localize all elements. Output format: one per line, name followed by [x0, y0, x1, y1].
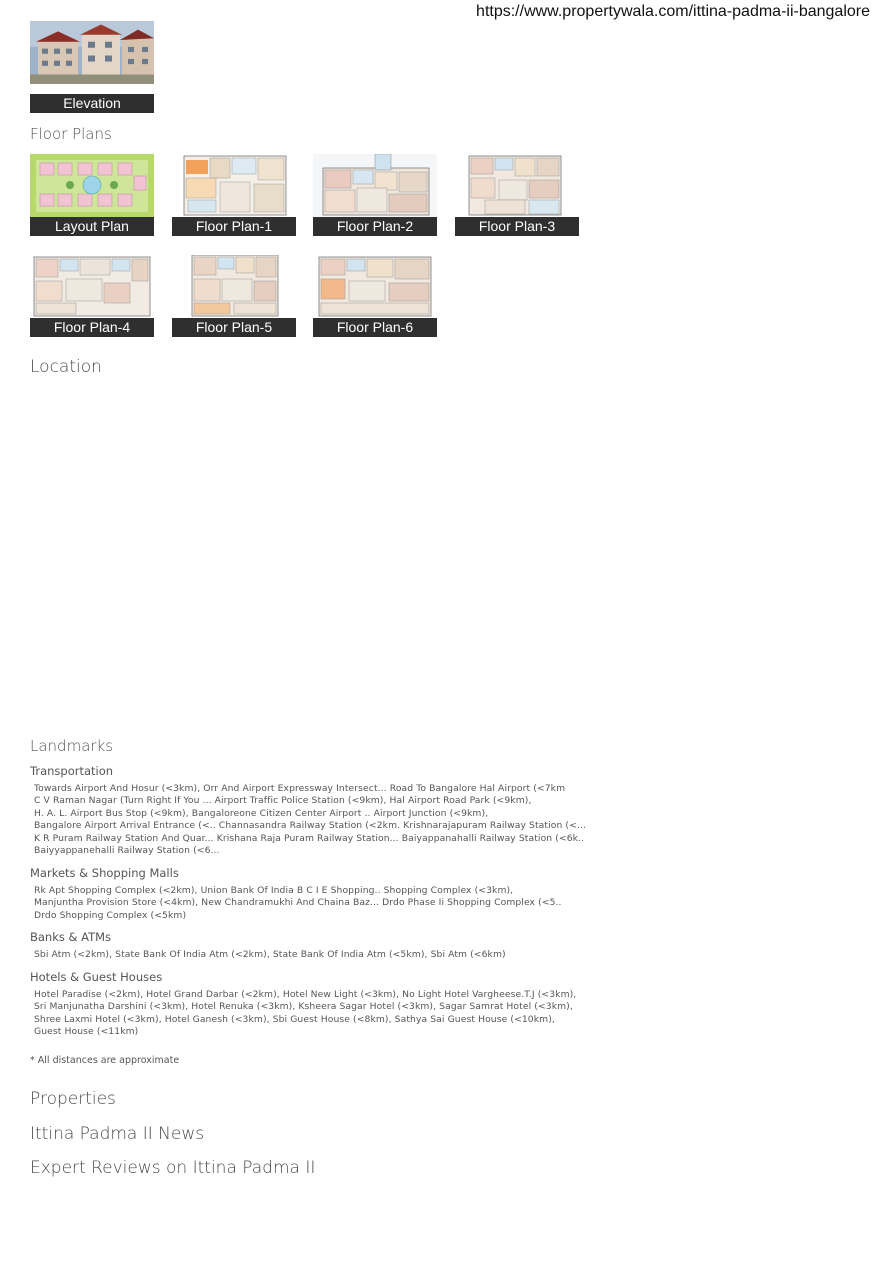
list-line: K R Puram Railway Station And Quar... Krishana Raja Puram Railway Station... Baiyappanahalli Railway Station (<6k..: [34, 832, 585, 844]
floor-plan-3-image: [455, 154, 579, 217]
transportation-list: [34, 783, 586, 857]
floor-plan-6-thumbnail[interactable]: [313, 255, 437, 337]
floor-plan-5-caption: Floor Plan-5: [172, 318, 296, 337]
layout-plan-image: [30, 154, 154, 217]
list-line: Sbi Atm (<2km), State Bank Of India Atm (<2km), State Bank Of India Atm (<5km), Sbi Atm (<6km): [34, 949, 506, 960]
news-heading: Ittina Padma II News: [30, 1124, 205, 1144]
properties-heading: Properties: [30, 1089, 116, 1109]
markets-heading: Markets & Shopping Malls: [30, 866, 179, 880]
floor-plan-1-caption: Floor Plan-1: [172, 217, 296, 236]
floor-plan-5-image: [172, 255, 296, 318]
list-line: Hotel Paradise (<2km), Hotel Grand Darbar (<2km), Hotel New Light (<3km), No Light Hotel Vargheese.T.J (<3km),: [34, 989, 577, 1000]
layout-plan-caption: Layout Plan: [30, 217, 154, 236]
distance-note: * All distances are approximate: [30, 1055, 180, 1066]
elevation-caption: Elevation: [30, 94, 154, 113]
markets-list: [34, 885, 562, 922]
hotels-heading: Hotels & Guest Houses: [30, 970, 163, 984]
floor-plan-1-image: [172, 154, 296, 217]
list-line: Towards Airport And Hosur (<3km), Orr And Airport Expressway Intersect... Road To Bangalore Hal Airport (<7km: [34, 783, 566, 794]
transportation-heading: Transportation: [30, 764, 114, 778]
list-line: C V Raman Nagar (Turn Right If You ... Airport Traffic Police Station (<9km), Hal Airport Road Park (<9km),: [34, 795, 532, 807]
list-line: Drdo Shopping Complex (<5km): [34, 909, 187, 921]
location-heading: Location: [30, 357, 102, 377]
banks-list: [34, 949, 506, 961]
banks-heading: Banks & ATMs: [30, 930, 112, 944]
elevation-photo: [30, 21, 154, 84]
layout-plan-thumbnail[interactable]: [30, 154, 154, 236]
floor-plan-3-thumbnail[interactable]: [455, 154, 579, 236]
list-line: Shree Laxmi Hotel (<3km), Hotel Ganesh (<3km), Sbi Guest House (<8km), Sathya Sai Guest House (<10km),: [34, 1013, 555, 1025]
hotels-list: [34, 989, 576, 1039]
list-line: Bangalore Airport Arrival Entrance (<.. Channasandra Railway Station (<2km. Krishnarajapuram Railway Station (<...: [34, 820, 586, 832]
floor-plan-6-image: [313, 255, 437, 318]
floor-plan-4-image: [30, 255, 154, 318]
floor-plan-4-thumbnail[interactable]: [30, 255, 154, 337]
location-map-area[interactable]: [30, 385, 590, 725]
floor-plans-heading: Floor Plans: [30, 125, 112, 143]
floor-plan-2-image: [313, 154, 437, 217]
floor-plan-4-caption: Floor Plan-4: [30, 318, 154, 337]
floor-plan-1-thumbnail[interactable]: [172, 154, 296, 236]
list-line: Sri Manjunatha Darshini (<3km), Hotel Renuka (<3km), Ksheera Sagar Hotel (<3km), Sagar Samrat Hotel (<3km),: [34, 1001, 573, 1013]
list-line: Guest House (<11km): [34, 1026, 139, 1038]
floor-plan-3-caption: Floor Plan-3: [455, 217, 579, 236]
landmarks-heading: Landmarks: [30, 737, 114, 755]
list-line: Manjuntha Provision Store (<4km), New Chandramukhi And Chaina Baz... Drdo Phase Ii Shopping Complex (<5..: [34, 897, 562, 909]
floor-plan-2-caption: Floor Plan-2: [313, 217, 437, 236]
floor-plan-5-thumbnail[interactable]: [172, 255, 296, 337]
floor-plan-2-thumbnail[interactable]: [313, 154, 437, 236]
page-url: https://www.propertywala.com/ittina-padma-ii-bangalore: [476, 3, 870, 20]
list-line: H. A. L. Airport Bus Stop (<9km), Bangaloreone Citizen Center Airport .. Airport Junction (<9km),: [34, 807, 489, 819]
list-line: Rk Apt Shopping Complex (<2km), Union Bank Of India B C I E Shopping.. Shopping Complex (<3km),: [34, 885, 514, 896]
list-line: Baiyyappanehalli Railway Station (<6...: [34, 845, 220, 857]
expert-reviews-heading: Expert Reviews on Ittina Padma II: [30, 1158, 316, 1178]
floor-plan-6-caption: Floor Plan-6: [313, 318, 437, 337]
elevation-thumbnail[interactable]: [30, 21, 154, 113]
